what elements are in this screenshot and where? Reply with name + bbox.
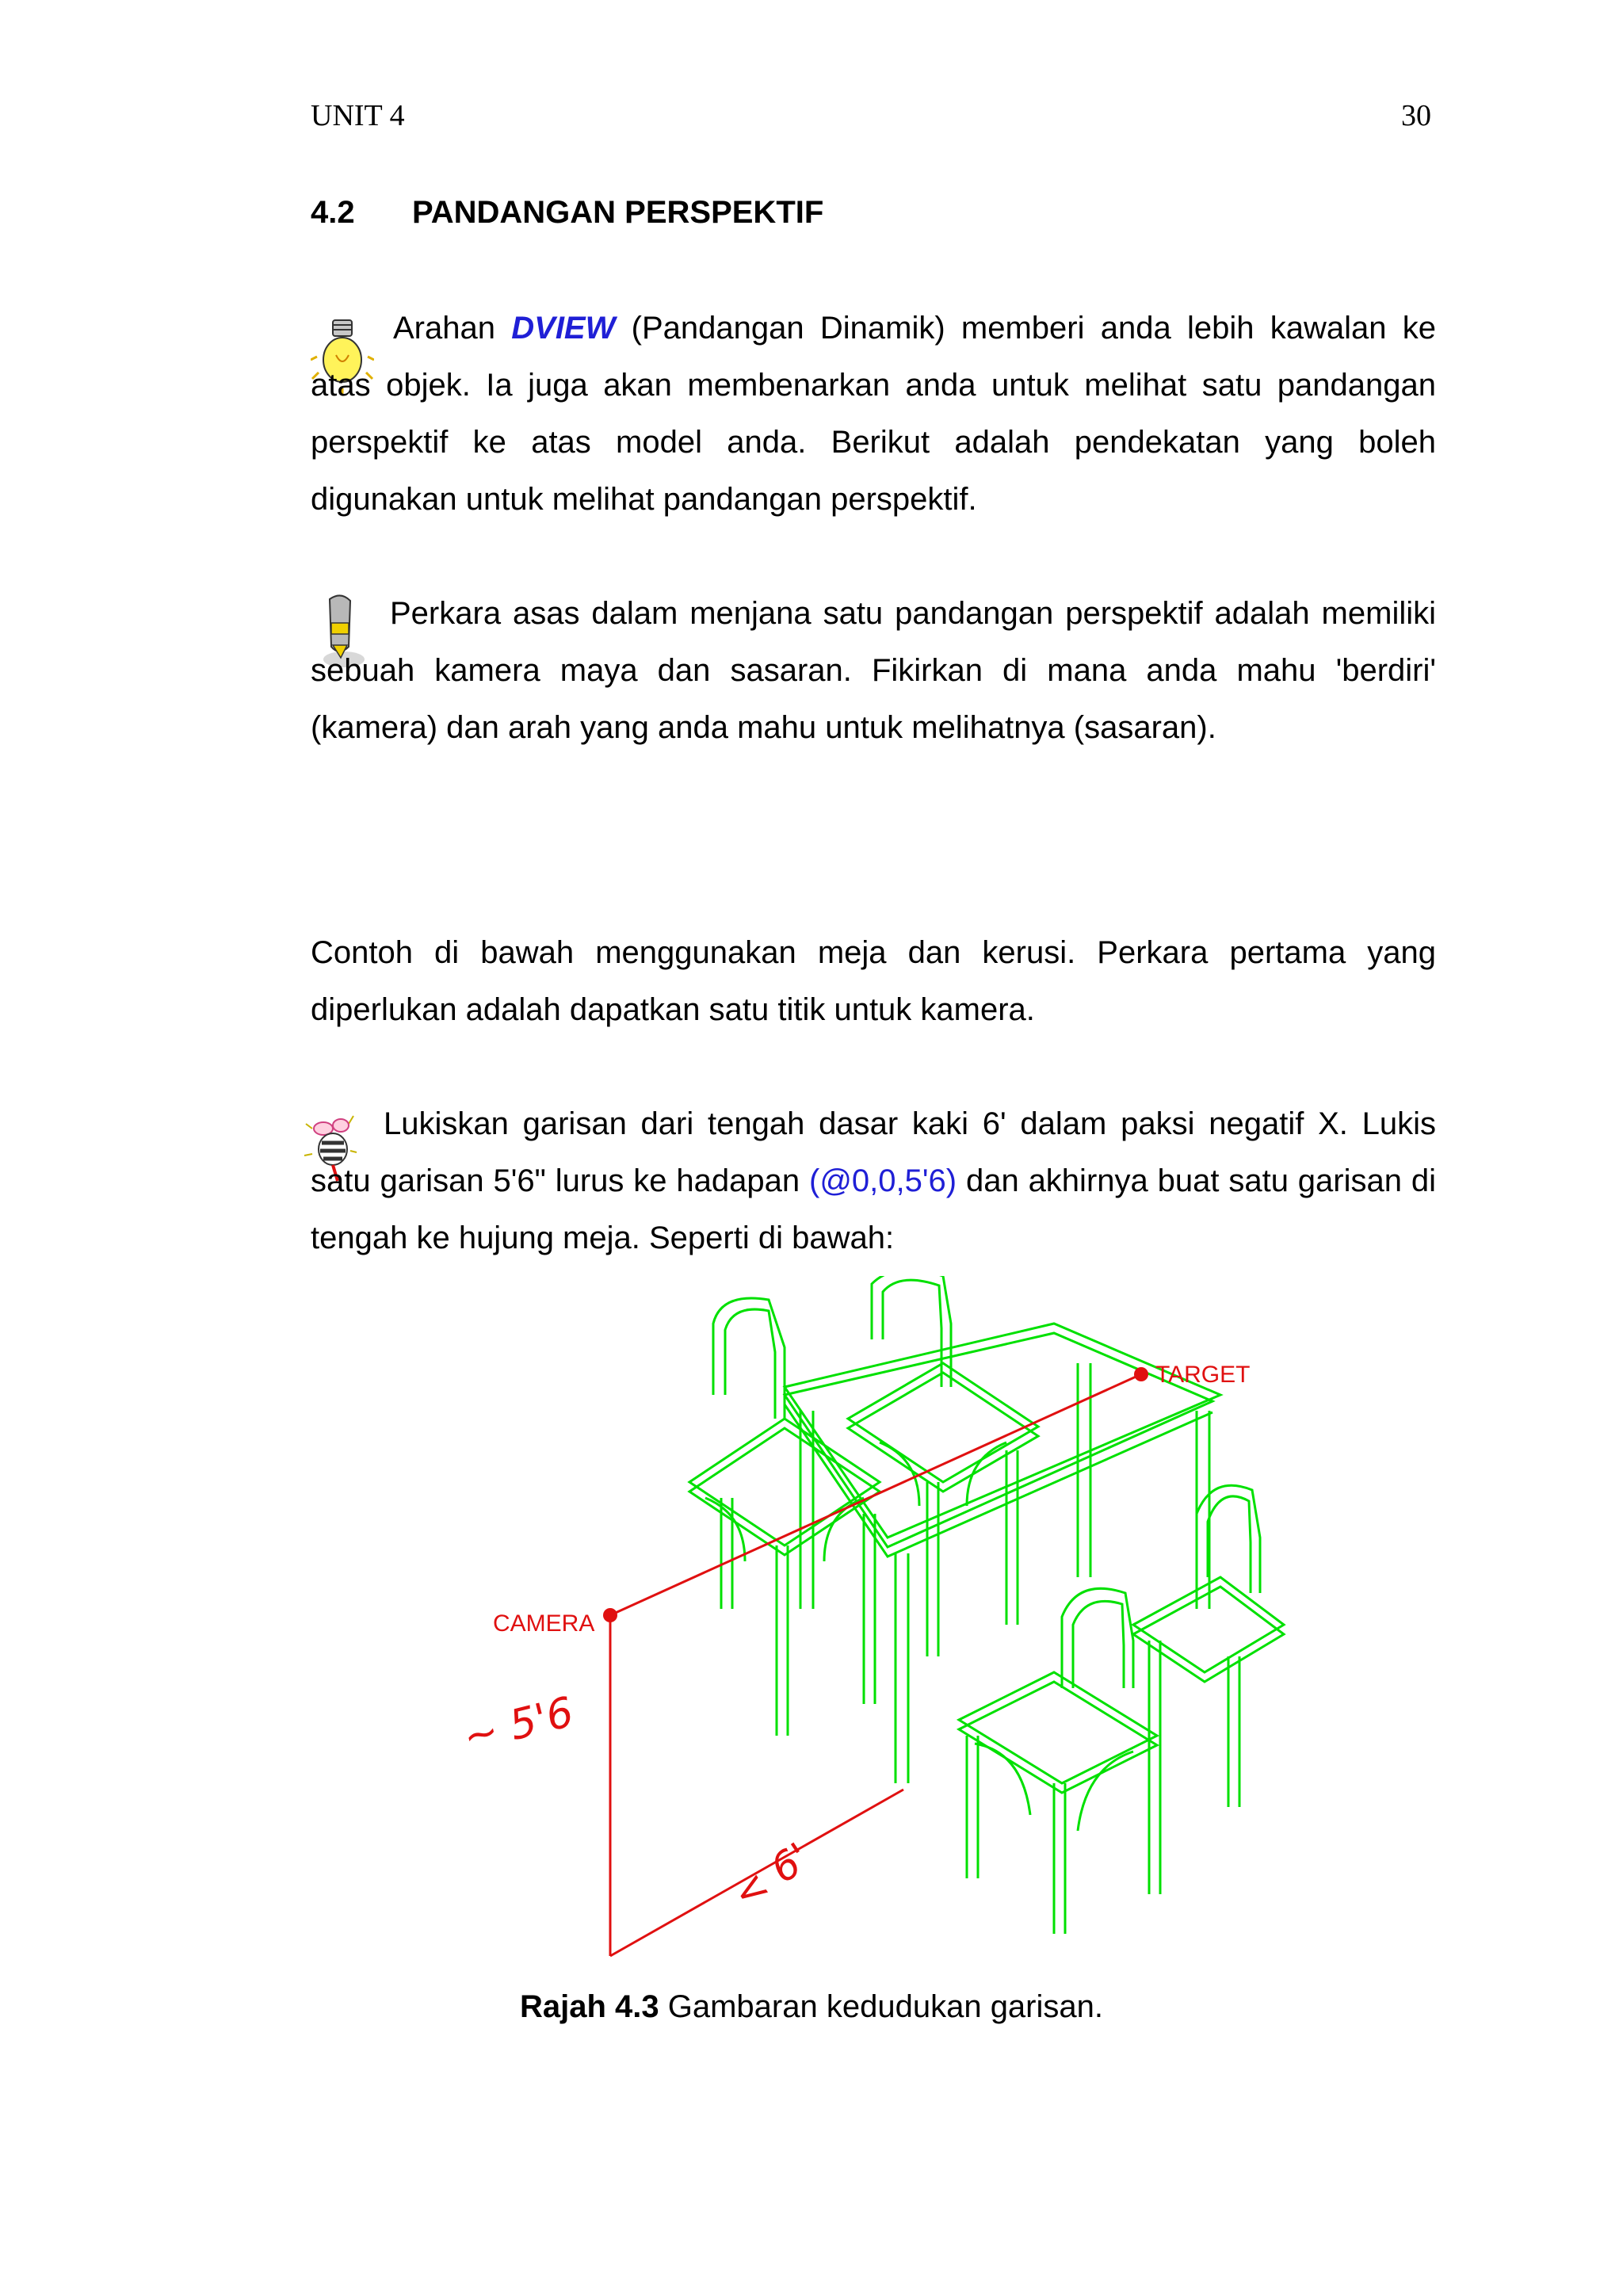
figure-caption [0,1989,1623,2025]
running-header-unit: UNIT 4 [311,99,405,132]
furniture-perspective-figure [372,1276,1308,1973]
caption-text: Gambaran kedudukan garisan. [659,1989,1103,2024]
coordinate-entry: (@0,0,5'6) [809,1163,957,1198]
para4-text-pre: Lukiskan garisan dari tengah dasar kaki 6' dalam paksi negatif X. Lukis satu garisan 5'6" lurus ke hadapan [311,1106,1436,1198]
camera-point [603,1608,617,1622]
paragraph-camera-target [311,585,1436,756]
para1-text-post: (Pandangan Dinamik) memberi anda lebih kawalan ke atas objek. Ia juga akan membenarkan anda untuk melihat satu pandangan perspektif ke atas model anda. Berikut adalah pendekatan yang boleh digunakan untuk melihat pandangan perspektif. [311,311,1436,517]
height-annotation: ~ 5'6 [458,1688,579,1762]
para3-text: Contoh di bawah menggunakan meja dan kerusi. Perkara pertama yang diperlukan adalah dapatkan satu titik untuk kamera. [311,935,1436,1027]
section-title: PANDANGAN PERSPEKTIF [412,195,824,230]
caption-label: Rajah 4.3 [519,1989,659,2024]
section-number: 4.2 [311,195,355,230]
para4-text-post: dan akhirnya buat satu garisan di tengah ke hujung meja. Seperti di bawah: [311,1163,1437,1255]
target-label: TARGET [1155,1362,1251,1388]
dview-command: DVIEW [511,311,616,346]
length-annotation: < 6' [724,1834,819,1918]
camera-label: CAMERA [493,1610,595,1637]
paragraph-example [311,924,1436,1038]
paragraph-draw-lines [311,1095,1436,1266]
target-point [1134,1367,1148,1381]
para2-text: Perkara asas dalam menjana satu pandangan perspektif adalah memiliki sebuah kamera maya dan sasaran. Fikirkan di mana anda mahu 'berdiri' (kamera) dan arah yang anda mahu untuk melihatnya (sasaran). [311,596,1436,745]
section-heading [311,195,824,231]
para1-text-pre: Arahan [393,311,512,346]
paragraph-dview-intro [311,300,1436,528]
page-number: 30 [1401,99,1431,132]
